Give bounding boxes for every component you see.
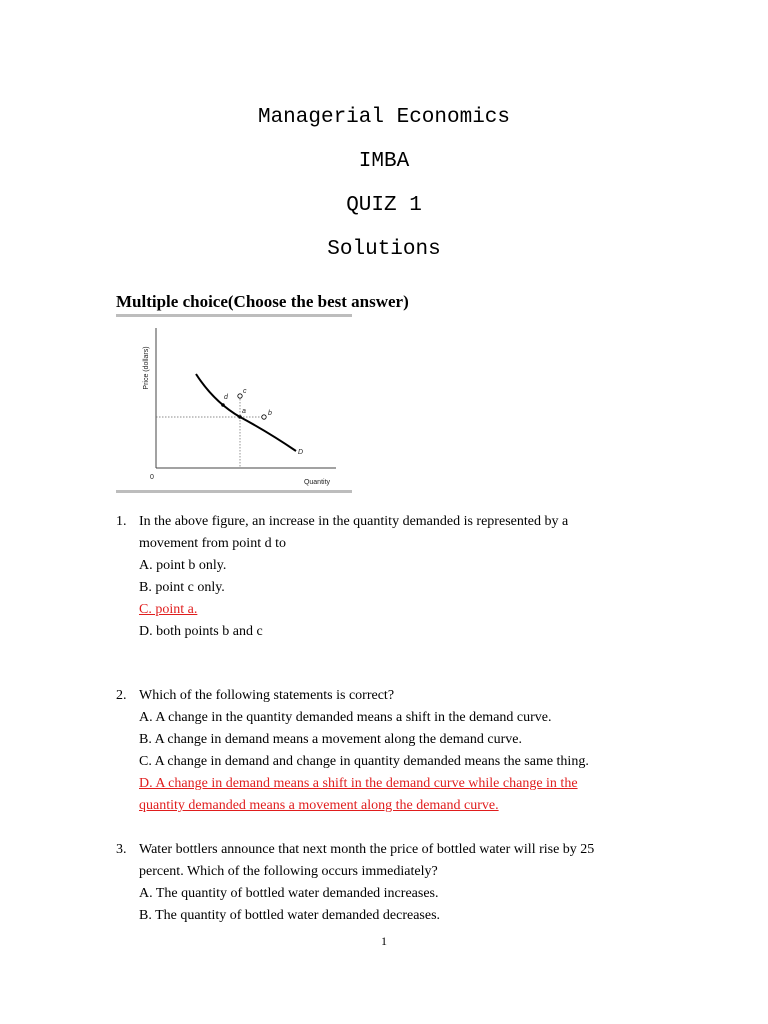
- point-d: [221, 403, 225, 407]
- point-a: [238, 415, 242, 419]
- x-axis-label: Quantity: [303, 479, 331, 486]
- demand-curve: [196, 374, 296, 451]
- question-text-line: In the above figure, an increase in the quantity demanded is represented by a: [139, 514, 569, 529]
- question-number: 3.: [116, 842, 127, 857]
- point-a-label: a: [242, 408, 246, 415]
- option-c-correct-answer: C. point a.: [139, 602, 198, 617]
- question-text-line: Which of the following statements is correct?: [139, 688, 395, 703]
- section-heading: Multiple choice(Choose the best answer): [116, 292, 409, 311]
- option-a: A. The quantity of bottled water demanded increases.: [139, 886, 439, 901]
- subtitle: Solutions: [327, 238, 441, 261]
- quiz-label: QUIZ 1: [346, 194, 422, 217]
- point-c: [238, 394, 242, 398]
- option-b: B. A change in demand means a movement along the demand curve.: [139, 732, 522, 747]
- y-axis-label: Price (dollars): [143, 346, 150, 390]
- demand-curve-figure: [136, 320, 352, 490]
- question-3: [116, 839, 656, 927]
- option-d-correct-answer: D. A change in demand means a shift in the demand curve while change in the: [139, 776, 578, 791]
- option-b: B. The quantity of bottled water demanded decreases.: [139, 908, 441, 923]
- option-a: A. A change in the quantity demanded means a shift in the demand curve.: [139, 710, 552, 725]
- question-1: [116, 511, 656, 643]
- page-number: 1: [381, 934, 387, 948]
- point-b: [262, 415, 266, 419]
- question-text-line: movement from point d to: [139, 536, 286, 551]
- curve-label: D: [298, 449, 304, 456]
- option-b: B. point c only.: [139, 580, 225, 595]
- program-label: IMBA: [358, 150, 410, 173]
- point-d-label: d: [224, 394, 228, 401]
- figure-bottom-rule: [116, 490, 352, 493]
- point-b-label: b: [268, 410, 272, 417]
- origin-label: 0: [150, 474, 154, 481]
- question-text-line: Water bottlers announce that next month the price of bottled water will rise by 25: [139, 842, 595, 857]
- document-title: Managerial Economics: [257, 106, 511, 129]
- question-number: 2.: [116, 688, 127, 703]
- question-text-line: percent. Which of the following occurs immediately?: [139, 864, 438, 879]
- figure-top-rule: [116, 314, 352, 317]
- question-number: 1.: [116, 514, 127, 529]
- point-c-label: c: [243, 388, 247, 395]
- option-d-correct-answer-continued: quantity demanded means a movement along the demand curve.: [139, 798, 499, 813]
- option-c: C. A change in demand and change in quantity demanded means the same thing.: [139, 754, 589, 769]
- option-d: D. both points b and c: [139, 624, 263, 639]
- question-2: [116, 685, 656, 817]
- option-a: A. point b only.: [139, 558, 227, 573]
